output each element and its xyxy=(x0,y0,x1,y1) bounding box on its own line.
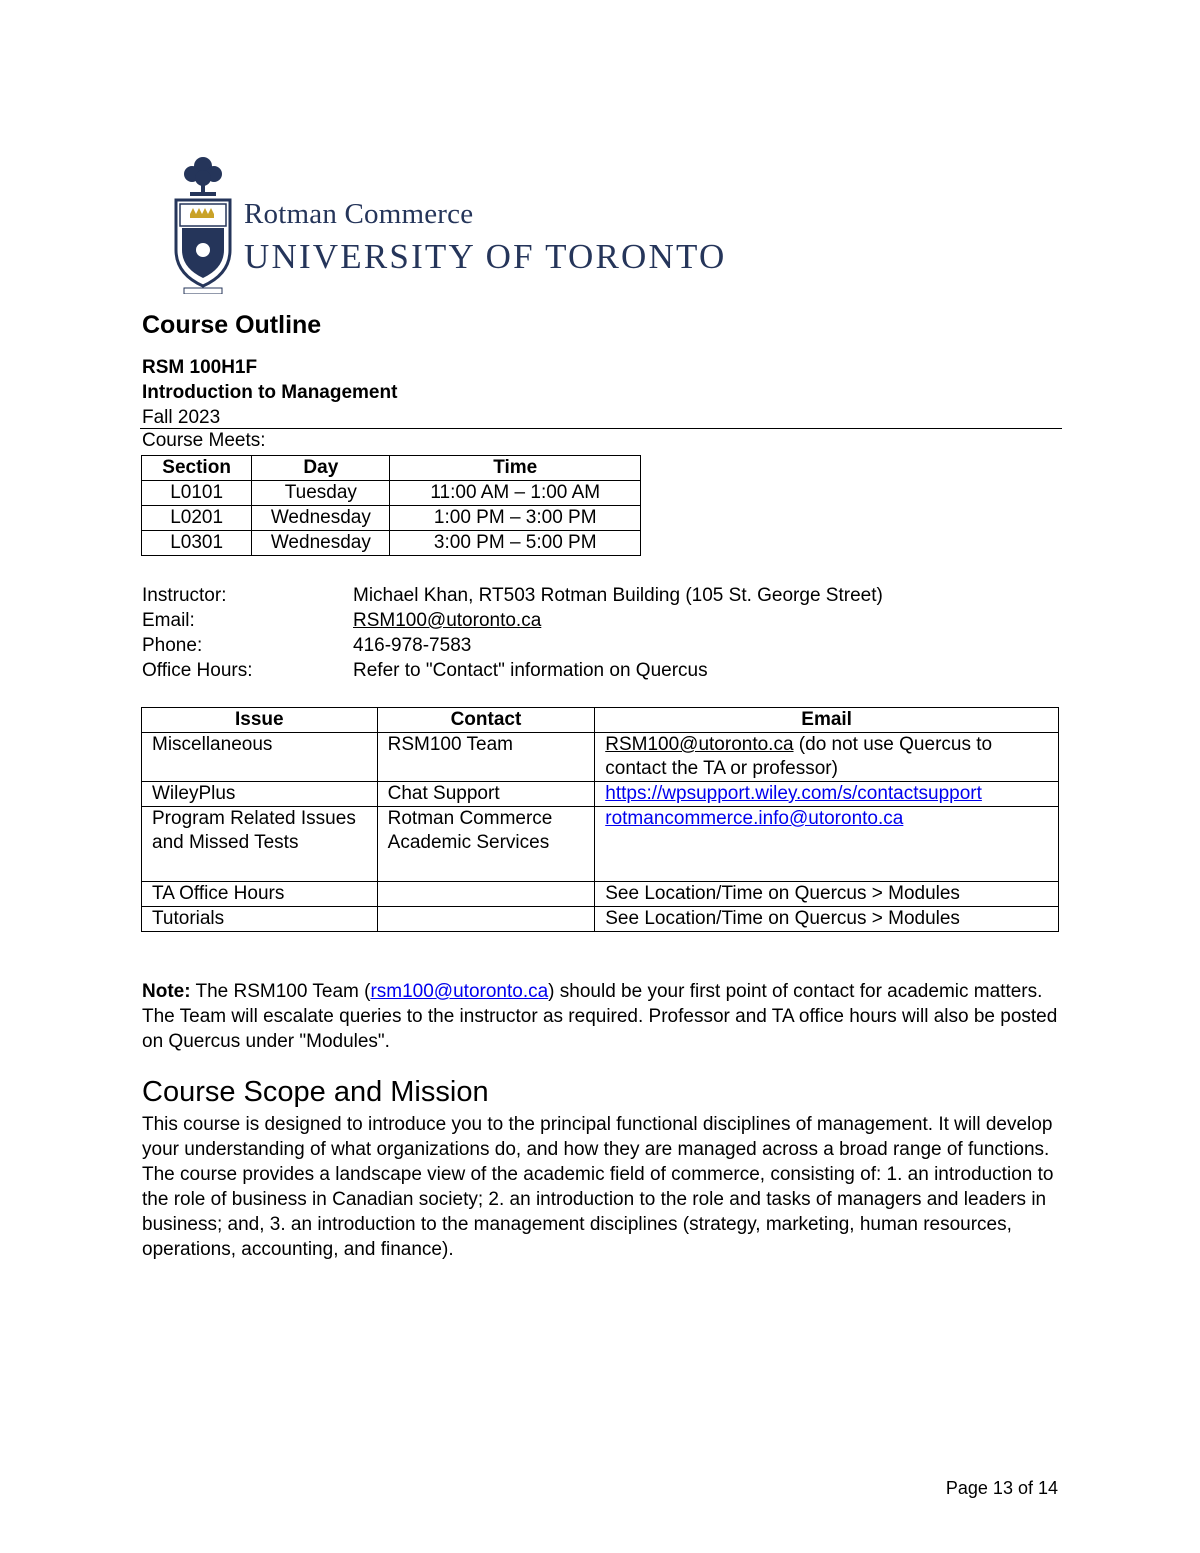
schedule-header-row xyxy=(142,456,641,481)
header-rule xyxy=(140,428,1062,429)
phone-label: Phone: xyxy=(142,635,203,656)
table-row xyxy=(142,506,641,531)
schedule-cell: Wednesday xyxy=(252,506,390,531)
schedule-header-cell: Day xyxy=(252,456,390,481)
support-contact-cell: Rotman Commerce Academic Services xyxy=(377,807,595,882)
course-code: RSM 100H1F xyxy=(142,357,258,378)
scope-paragraph: This course is designed to introduce you to the principal functional disciplines of management. It will develop your understanding of what organizations do, and how they are managed across a broad range of functions. The course provides a landscape view of the academic field of commerce, consisting of: 1. an introduction to the role of business in Canadian society; 2. an introduction to the role and tasks of managers and leaders in business; and, 3. an introduction to the management disciplines (strategy, marketing, human resources, operations, accounting, and finance). xyxy=(142,1114,1054,1260)
support-contact-cell: RSM100 Team xyxy=(377,733,595,782)
schedule-cell: L0101 xyxy=(142,481,252,506)
note-label: Note: xyxy=(142,981,191,1002)
support-issue-cell: Program Related Issues and Missed Tests xyxy=(142,807,378,882)
note-text-pre: The RSM100 Team ( xyxy=(190,981,371,1002)
phone-row xyxy=(142,633,883,658)
support-email-cell xyxy=(595,807,1059,882)
rotman-logo xyxy=(172,154,772,294)
support-issue-cell: TA Office Hours xyxy=(142,882,378,907)
support-header-cell: Contact xyxy=(377,708,595,733)
support-issue-cell: WileyPlus xyxy=(142,782,378,807)
schedule-cell: 1:00 PM – 3:00 PM xyxy=(390,506,641,531)
support-email-cell xyxy=(595,733,1059,782)
instructor-row xyxy=(142,583,883,608)
page-number: Page 13 of 14 xyxy=(945,1478,1058,1498)
office-hours-row xyxy=(142,658,883,683)
course-meets-label: Course Meets: xyxy=(142,430,266,451)
course-term: Fall 2023 xyxy=(142,407,221,428)
note-text-post: ) should be your first point of contact for academic matters. The Team will escalate queries to the instructor as required. Professor and TA office hours will also be posted on Quercus under "Modules". xyxy=(142,981,1058,1052)
support-email-cell xyxy=(595,782,1059,807)
email-link[interactable]: RSM100@utoronto.ca xyxy=(353,610,542,631)
contact-info xyxy=(142,583,883,683)
support-email-link[interactable]: https://wpsupport.wiley.com/s/contactsupport xyxy=(605,783,982,804)
office-hours-label: Office Hours: xyxy=(142,660,253,681)
support-issue-cell: Miscellaneous xyxy=(142,733,378,782)
support-email-cell xyxy=(595,882,1059,907)
email-row xyxy=(142,608,883,633)
course-name: Introduction to Management xyxy=(142,382,398,403)
note-paragraph xyxy=(142,979,1062,1054)
table-row xyxy=(142,907,1059,932)
instructor-value: Michael Khan, RT503 Rotman Building (105 St. George Street) xyxy=(353,585,883,606)
support-email-note: See Location/Time on Quercus > Modules xyxy=(605,908,960,929)
support-table xyxy=(141,707,1059,932)
support-contact-cell xyxy=(377,882,595,907)
schedule-cell: L0201 xyxy=(142,506,252,531)
schedule-header-cell: Section xyxy=(142,456,252,481)
logo-line-rotman-commerce: Rotman Commerce xyxy=(244,198,474,230)
table-row xyxy=(142,807,1059,882)
schedule-table xyxy=(141,455,641,556)
schedule-cell: Tuesday xyxy=(252,481,390,506)
table-row xyxy=(142,733,1059,782)
university-crest-icon xyxy=(172,154,234,294)
page-title: Course Outline xyxy=(142,311,322,339)
schedule-cell: 11:00 AM – 1:00 AM xyxy=(390,481,641,506)
support-issue-cell: Tutorials xyxy=(142,907,378,932)
instructor-label: Instructor: xyxy=(142,585,227,606)
support-header-cell: Issue xyxy=(142,708,378,733)
table-row xyxy=(142,531,641,556)
support-header-row xyxy=(142,708,1059,733)
support-email-link[interactable]: rotmancommerce.info@utoronto.ca xyxy=(605,808,904,829)
note-email-link[interactable]: rsm100@utoronto.ca xyxy=(370,981,549,1002)
table-row xyxy=(142,882,1059,907)
schedule-header-cell: Time xyxy=(390,456,641,481)
support-contact-cell: Chat Support xyxy=(377,782,595,807)
support-contact-cell xyxy=(377,907,595,932)
course-header xyxy=(142,355,397,430)
support-email-note: See Location/Time on Quercus > Modules xyxy=(605,883,960,904)
table-row xyxy=(142,782,1059,807)
support-email-cell xyxy=(595,907,1059,932)
support-email-note: (do not use Quercus to contact the TA or professor) xyxy=(605,734,993,779)
office-hours-value: Refer to "Contact" information on Quercus xyxy=(353,660,708,681)
logo-line-university: UNIVERSITY OF TORONTO xyxy=(244,237,727,276)
support-email-link[interactable]: RSM100@utoronto.ca xyxy=(605,734,794,755)
email-label: Email: xyxy=(142,610,195,631)
section-heading-scope: Course Scope and Mission xyxy=(142,1076,489,1108)
support-header-cell: Email xyxy=(595,708,1059,733)
schedule-cell: 3:00 PM – 5:00 PM xyxy=(390,531,641,556)
schedule-cell: L0301 xyxy=(142,531,252,556)
phone-value: 416-978-7583 xyxy=(353,635,472,656)
schedule-cell: Wednesday xyxy=(252,531,390,556)
table-row xyxy=(142,481,641,506)
